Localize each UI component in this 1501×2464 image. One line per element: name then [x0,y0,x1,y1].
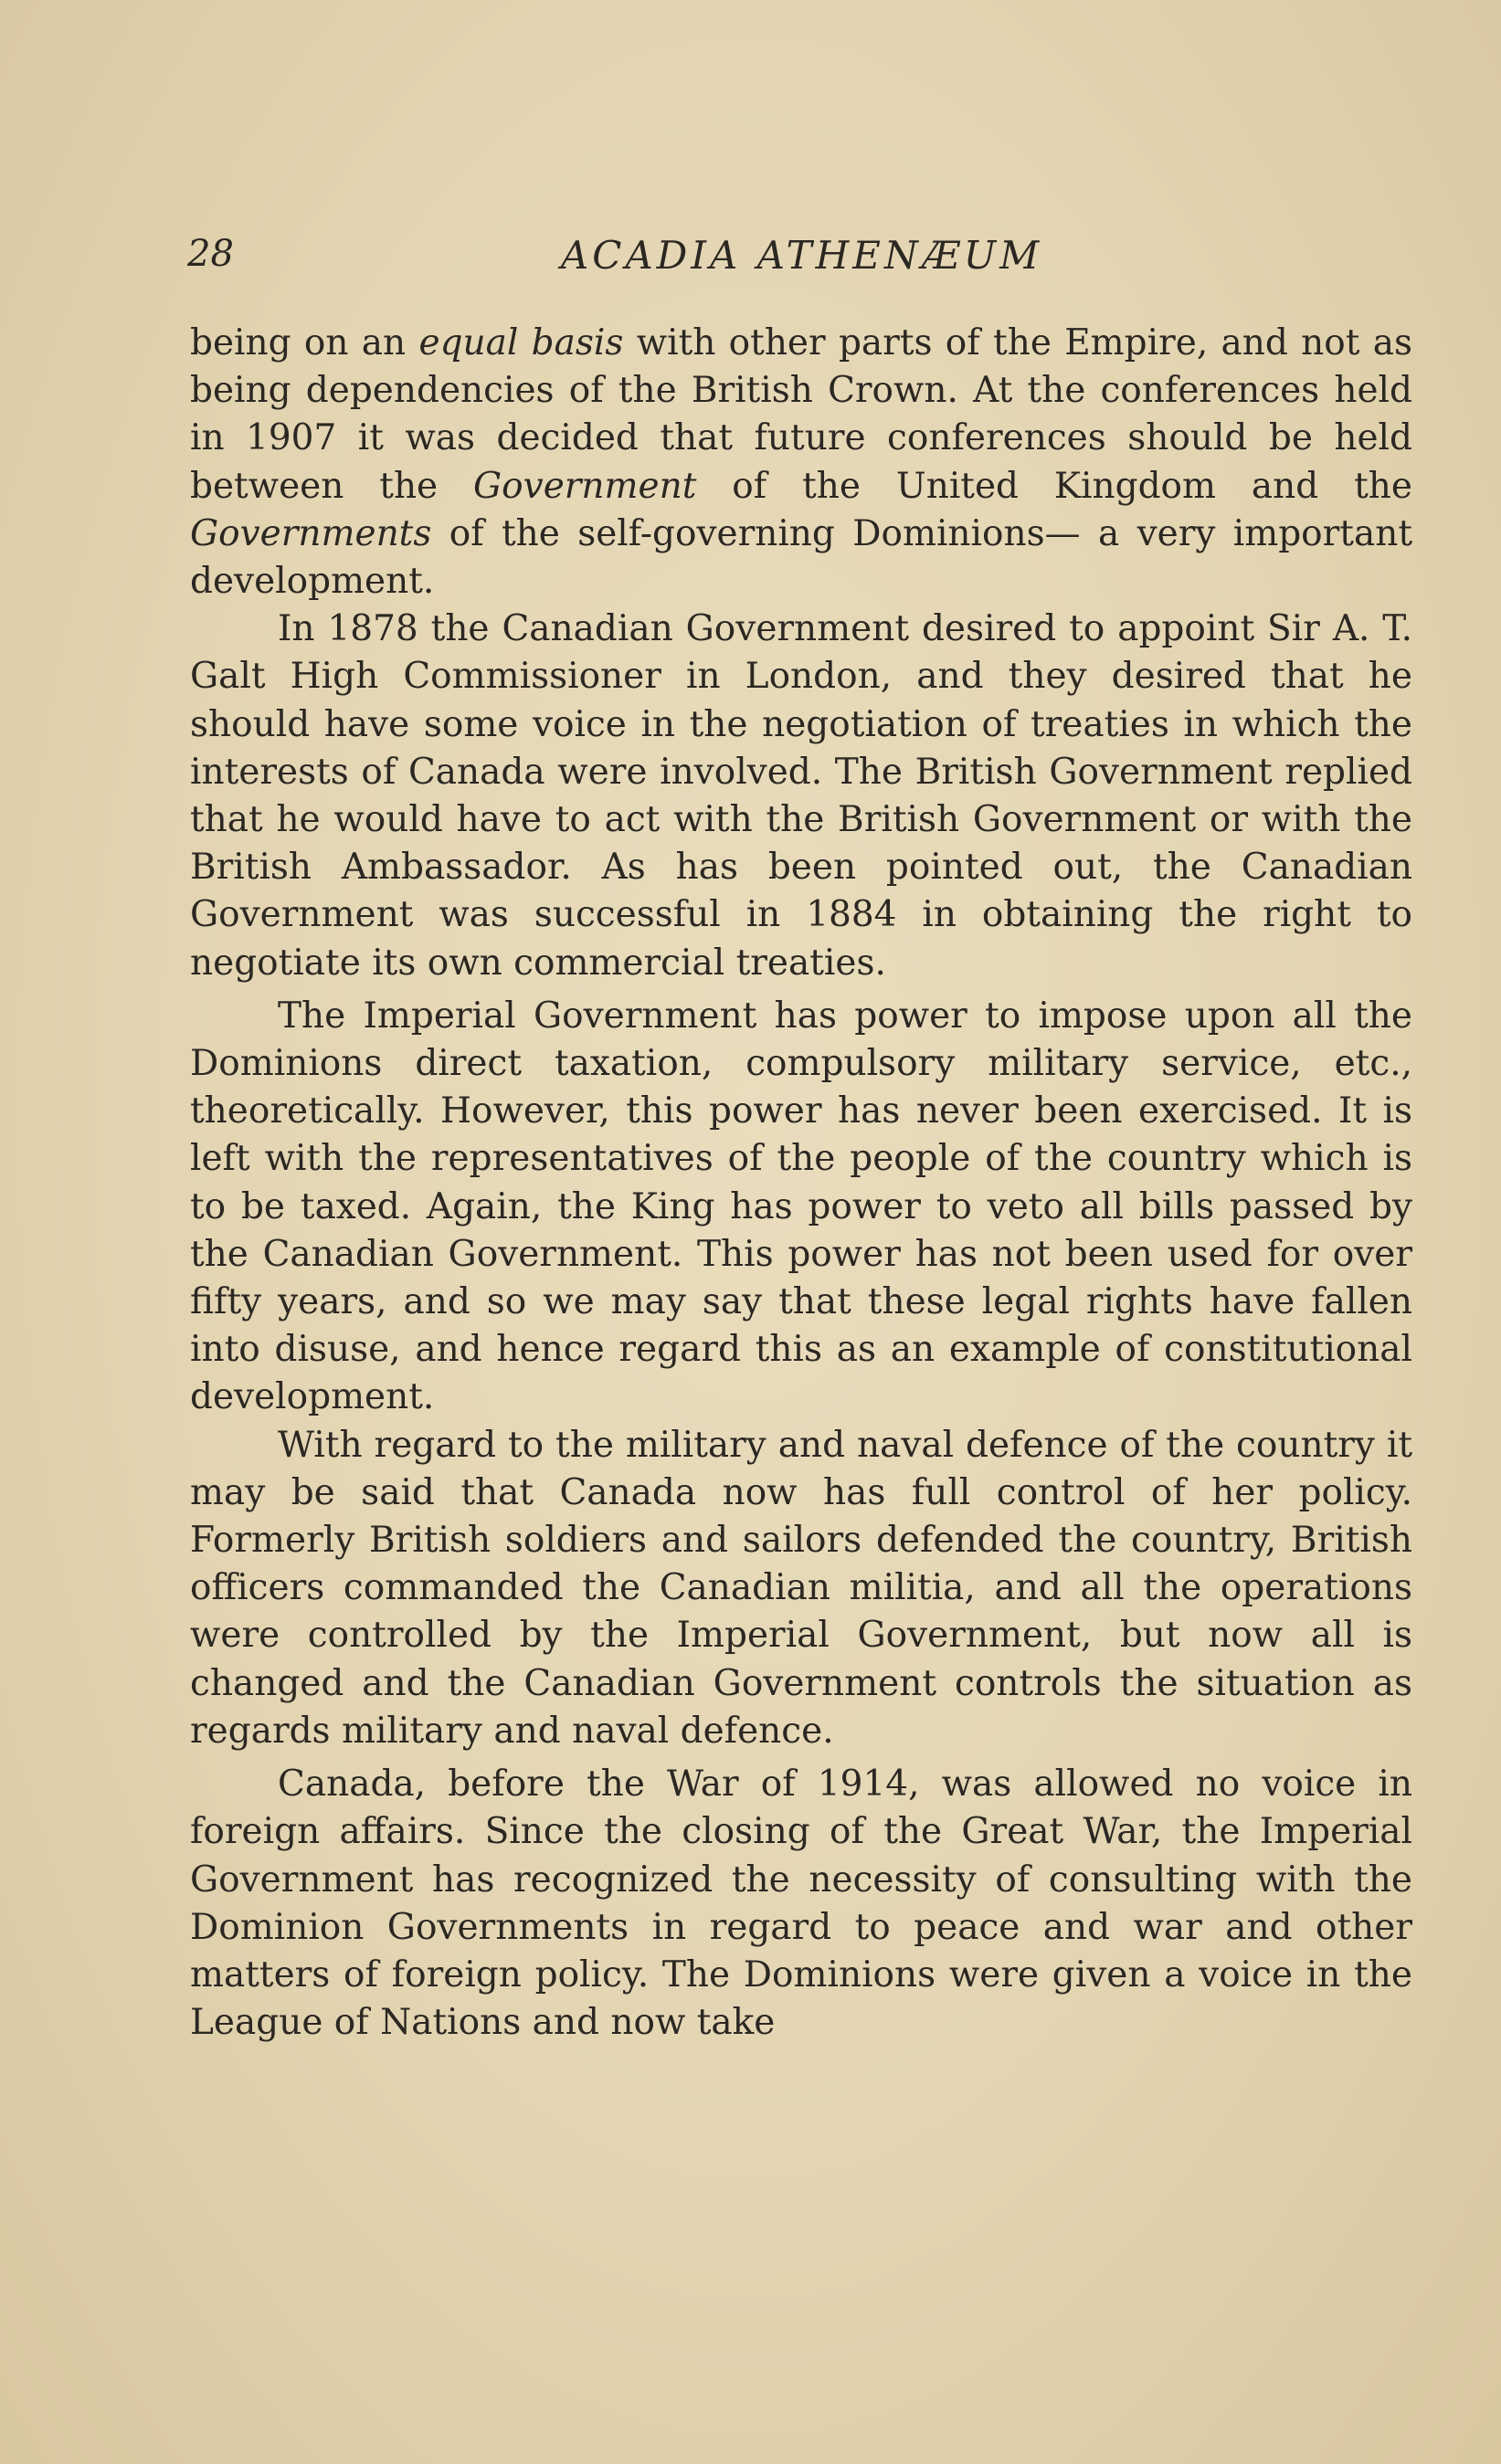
italic-governments: Governments [190,512,432,554]
paragraph-1-text-d: of the self-governing Dominions— a very important development. [190,512,1412,603]
paragraph-1-text-c: of the United Kingdom and the [696,465,1412,507]
page-header [187,233,1416,288]
paragraph-1-text-b: with other parts of the Empire, and not as being dependencies of the British Crown. At the conferences held in 1907 it was decided that future conferences should be held between the [190,322,1412,507]
italic-government: Government [473,465,697,507]
paragraph-4: With regard to the military and naval defence of the country it may be said that Canada now has full control of her policy. Formerly British soldiers and sailors defended the country, British officers commanded the Canadian militia, and all the operations were controlled by the Imperial Government, but now all is changed and the Canadian Government controls the situation as regards military and naval defence. [190,1424,1412,1752]
paragraph-3: The Imperial Government has power to impose upon all the Dominions direct taxation, compulsory military service, etc., theoretically. However, this power has never been exercised. It is left with the representatives of the people of the country which is to be taxed. Again, the King has power to veto all bills passed by the Canadian Government. This power has not been used for over fifty years, and so we may say that these legal rights have fallen into disuse, and hence regard this as an example of constitutional development. [190,995,1412,1418]
paragraph-2: In 1878 the Canadian Government desired to appoint Sir A. T. Galt High Commissioner in London, and they desired that he should have some voice in the negotiation of treaties in which the interests of Canada were involved. The British Government replied that he would have to act with the British Government or with the British Ambassador. As has been pointed out, the Canadian Government was successful in 1884 in obtaining the right to negotiate its own commercial treaties. [190,608,1412,984]
italic-equal-basis: equal basis [418,322,624,363]
paragraph-1-text-a: being on an [190,322,419,363]
body-text [190,320,1412,2047]
page-number: 28 [187,233,234,275]
paragraph-1 [190,320,1412,605]
running-head: ACADIA ATHENÆUM [560,233,1043,278]
paragraph-5: Canada, before the War of 1914, was allowed no voice in foreign affairs. Since the closing of the Great War, the Imperial Government has recognized the necessity of consulting with the Dominion Governments in regard to peace and war and other matters of foreign policy. The Dominions were given a voice in the League of Nations and now take [190,1764,1412,2044]
